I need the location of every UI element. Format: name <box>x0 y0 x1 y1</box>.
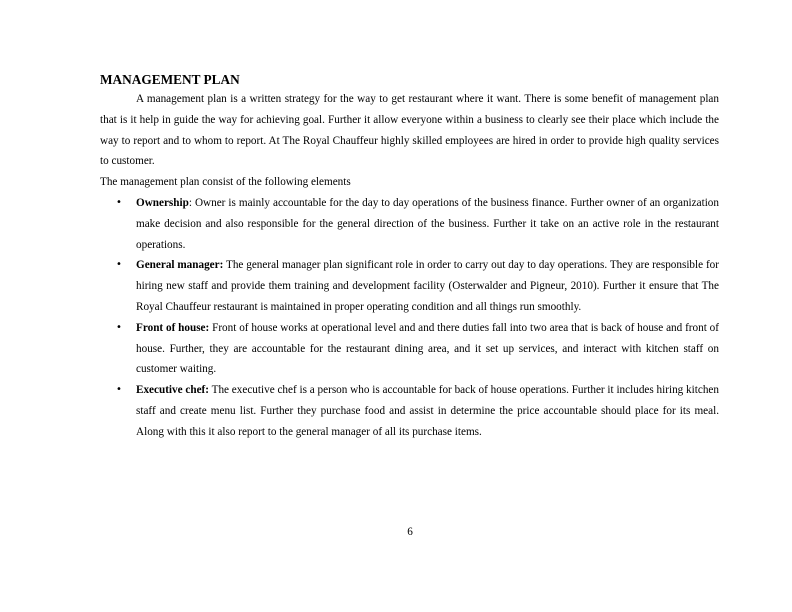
elements-intro: The management plan consist of the following elements <box>100 176 351 189</box>
page-content <box>100 71 719 443</box>
term-front-of-house: Front of house: <box>136 321 210 334</box>
term-executive-chef: Executive chef: <box>136 384 210 397</box>
term-ownership: Ownership <box>136 196 189 209</box>
list-item-front-of-house <box>116 318 720 380</box>
intro-paragraph: A management plan is a written strategy for the way to get restaurant where it want. There is some benefit of management plan that is it help in guide the way for achieving goal. Further it allow everyone within a business to clearly see their place which include the way to report and to whom to report. At The Royal Chauffeur highly skilled employees are hired in order to provide high quality services to customer. <box>100 93 719 168</box>
bullet-icon: • <box>116 259 122 271</box>
bullet-icon: • <box>116 384 122 396</box>
description-executive-chef: The executive chef is a person who is accountable for back of house operations. Further it includes hiring kitchen staff and create menu list. Further they purchase food and assist in determine the price accountable should place for its meal. Along with this it also report to the general manager of all its purchase items. <box>136 384 719 438</box>
bullet-icon: • <box>116 196 122 208</box>
term-general-manager: General manager: <box>136 259 224 272</box>
description-front-of-house: Front of house works at operational level and and there duties fall into two area that is back of house and front of house. Further, they are accountable for the restaurant dining area, and it set up services, and interact with kitchen staff on customer waiting. <box>136 321 720 376</box>
list-item-general-manager <box>116 255 719 317</box>
page-number: 6 <box>407 526 413 538</box>
list-item-executive-chef <box>116 380 719 442</box>
section-heading: MANAGEMENT PLAN <box>100 72 240 87</box>
list-item-ownership <box>116 193 719 255</box>
description-general-manager: The general manager plan significant role in order to carry out day to day operations. They are responsible for hiring new staff and provide them training and development facility (Osterwalder and Pigneur, 2010). Further it ensure that The Royal Chauffeur restaurant is maintained in proper operating condition and all things run smoothly. <box>136 259 719 313</box>
elements-list <box>100 193 719 443</box>
description-ownership: : Owner is mainly accountable for the day to day operations of the business finance. Further owner of an organization make decision and also responsible for the general direction of the business. Further it take on an active role in the restaurant operations. <box>136 196 719 251</box>
bullet-icon: • <box>116 321 122 333</box>
